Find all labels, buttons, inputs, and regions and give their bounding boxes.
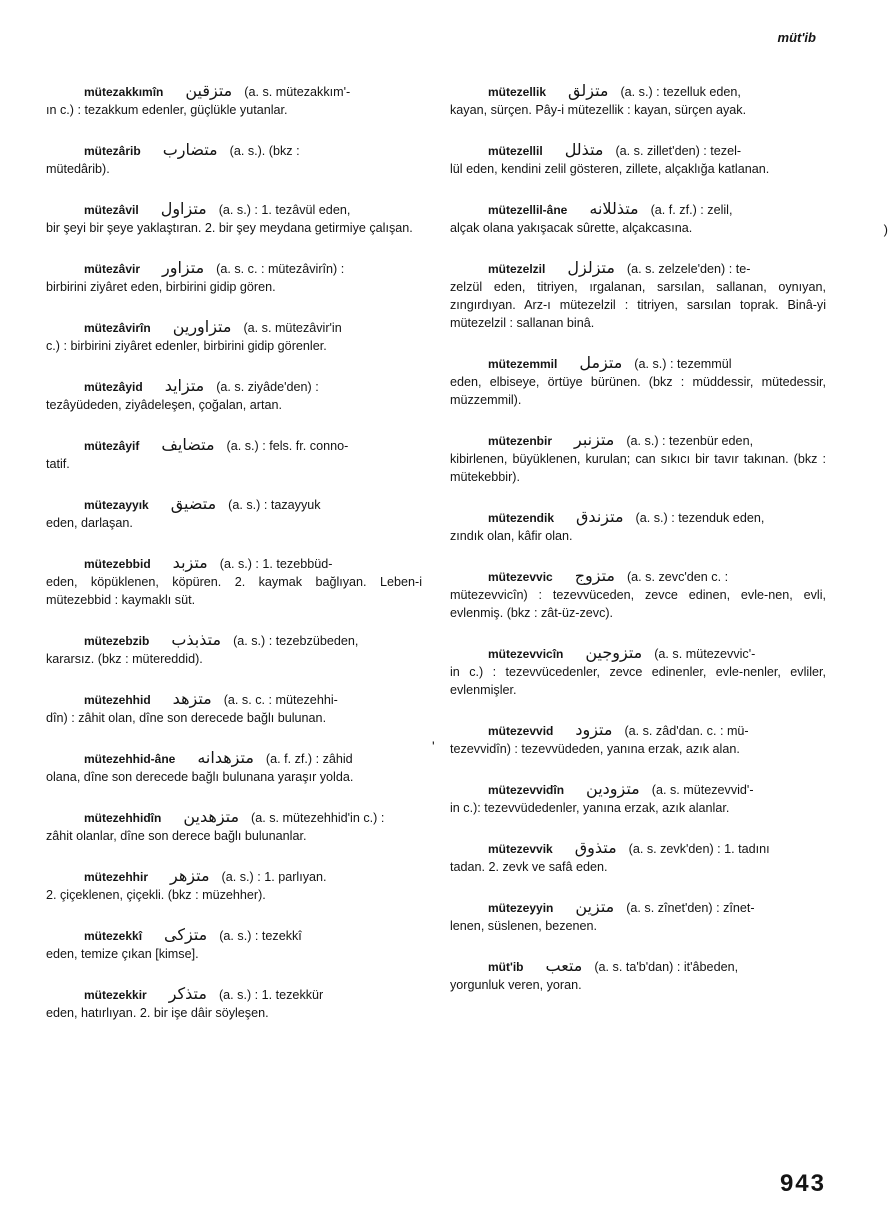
entry-headword: mütezekkî	[84, 929, 143, 943]
entry-arabic-script: متزنبر	[574, 430, 615, 449]
entry-headword: mütezevvik	[488, 842, 553, 856]
dictionary-entry	[46, 985, 422, 1022]
entry-headword: mütezellil-âne	[488, 203, 568, 217]
entry-headword: mütezehhid-âne	[84, 752, 176, 766]
entry-headline	[450, 141, 826, 160]
entry-headword: mütezellik	[488, 85, 547, 99]
entry-arabic-script: متعب	[545, 956, 583, 975]
dictionary-entry	[46, 436, 422, 473]
entry-first-line: (a. s.) : tezenbür eden,	[626, 434, 754, 448]
entry-headline	[450, 839, 826, 858]
page-number: 943	[779, 1170, 826, 1197]
dictionary-entry	[46, 377, 422, 414]
dictionary-entry	[46, 554, 422, 609]
dictionary-entry	[450, 508, 826, 545]
entry-headword: mütezevvid	[488, 724, 554, 738]
dictionary-entry	[46, 318, 422, 355]
entry-definition: eden, hatırlıyan. 2. bir işe dâir söyleşen.	[46, 1006, 269, 1020]
entry-definition: tadan. 2. zevk ve safâ eden.	[450, 860, 608, 874]
dictionary-entry	[450, 957, 826, 994]
entry-headline	[450, 508, 826, 527]
entry-arabic-script: متزاول	[160, 199, 207, 218]
entry-definition: alçak olana yakışacak sûrette, alçakcasına.	[450, 221, 693, 235]
entry-first-line: (a. s.) : tezemmül	[634, 357, 732, 371]
dictionary-entry	[46, 495, 422, 532]
entry-headline	[46, 631, 422, 650]
entry-headword: mütezebbid	[84, 557, 151, 571]
entry-headline	[46, 436, 422, 455]
entry-arabic-script: متزهد	[172, 689, 212, 708]
entry-first-line: (a. s.) : 1. tezâvül eden,	[218, 203, 351, 217]
entry-headline	[450, 200, 826, 219]
entry-first-line: (a. s. c. : mütezehhi-	[223, 693, 338, 707]
dictionary-entry	[450, 839, 826, 876]
dictionary-entry	[46, 631, 422, 668]
entry-definition: zelzül eden, titriyen, ırgalanan, sarsılan, sallanan, oynıyan, zıngırdıyan. Arz-ı mütezelzil : titriyen, sarsılan toprak. Binâ-yi mütezelzil : sallanan binâ.	[450, 280, 826, 330]
entry-definition: tezâyüdeden, ziyâdeleşen, çoğalan, artan.	[46, 398, 282, 412]
entry-definition: kibirlenen, büyüklenen, kurulan; can sıkıcı bir tavır takınan. (bkz : mütekebbir).	[450, 452, 826, 484]
dictionary-entry	[46, 141, 422, 178]
entry-first-line: (a. s.) : tezenduk eden,	[635, 511, 765, 525]
entry-headword: müt'ib	[488, 960, 524, 974]
entry-headline	[46, 82, 422, 101]
entry-headline	[46, 141, 422, 160]
entry-headword: mütezâyid	[84, 380, 143, 394]
entry-first-line: (a. s. mütezevvid'-	[651, 783, 754, 797]
entry-arabic-script: متزلزل	[567, 258, 615, 277]
dictionary-entry	[46, 749, 422, 786]
entry-definition: dîn) : zâhit olan, dîne son derecede bağlı bulunan.	[46, 711, 327, 725]
entry-definition: olana, dîne son derecede bağlı bulunana yaraşır yolda.	[46, 770, 354, 784]
entry-definition: eden, darlaşan.	[46, 516, 133, 530]
entry-arabic-script: متزهر	[170, 866, 210, 885]
entry-headline	[450, 898, 826, 917]
entry-headword: mütezebzib	[84, 634, 150, 648]
dictionary-entry	[450, 567, 826, 622]
entry-definition: ın c.) : tezakkum edenler, güçlükle yutanlar.	[46, 103, 288, 117]
entry-first-line: (a. s. mütezevvic'-	[654, 647, 756, 661]
entry-headword: mütezevvic	[488, 570, 553, 584]
entry-headline	[450, 644, 826, 663]
entry-first-line: (a. s. zînet'den) : zînet-	[626, 901, 755, 915]
entry-definition: eden, temize çıkan [kimse].	[46, 947, 199, 961]
entry-arabic-script: متذبذب	[171, 630, 222, 649]
dictionary-entry	[450, 259, 826, 332]
entry-headword: mütezâvirîn	[84, 321, 151, 335]
right-column	[450, 82, 826, 994]
entry-first-line: (a. s.) : 1. tezebbüd-	[219, 557, 333, 571]
margin-mark: '	[432, 738, 435, 754]
entry-headline	[46, 926, 422, 945]
entry-headline	[46, 259, 422, 278]
entry-headword: mütezemmil	[488, 357, 558, 371]
entry-first-line: (a. s.) : 1. parlıyan.	[221, 870, 327, 884]
entry-definition: zındık olan, kâfir olan.	[450, 529, 573, 543]
entry-first-line: (a. s.) : tazayyuk	[228, 498, 321, 512]
entry-headword: mütezayyık	[84, 498, 149, 512]
entry-headline	[450, 567, 826, 586]
entry-first-line: (a. s.) : fels. fr. conno-	[226, 439, 349, 453]
entry-arabic-script: متزهدانه	[197, 748, 254, 767]
entry-headline	[450, 259, 826, 278]
dictionary-entry	[450, 721, 826, 758]
entry-headline	[46, 985, 422, 1004]
entry-headline	[450, 721, 826, 740]
entry-headline	[46, 749, 422, 768]
entry-headline	[46, 377, 422, 396]
entry-first-line: (a. s.) : tezebzübeden,	[233, 634, 359, 648]
entry-headword: mütezelzil	[488, 262, 546, 276]
entry-arabic-script: متزمل	[579, 353, 623, 372]
entry-arabic-script: متضارب	[162, 140, 218, 159]
entry-first-line: (a. s. zevc'den c. :	[626, 570, 729, 584]
entry-headword: mütezehhir	[84, 870, 149, 884]
entry-definition: in c.) : tezevvücedenler, zevce edinenler, evle-nenler, evliler, evlenmişler.	[450, 665, 826, 697]
entry-headline	[450, 957, 826, 976]
entry-headline	[450, 780, 826, 799]
entry-arabic-script: متزلق	[568, 81, 609, 100]
entry-headline	[450, 354, 826, 373]
entry-first-line: (a. s.). (bkz :	[229, 144, 300, 158]
edge-mark: )	[883, 222, 888, 237]
entry-arabic-script: متذلل	[564, 140, 604, 159]
dictionary-entry	[450, 780, 826, 817]
entry-definition: eden, köpüklenen, köpüren. 2. kaymak bağlıyan. Leben-i mütezebbid : kaymaklı süt.	[46, 575, 422, 607]
entry-headword: mütezellil	[488, 144, 543, 158]
entry-arabic-script: متزهدين	[183, 807, 240, 826]
entry-headword: mütezenbir	[488, 434, 553, 448]
entry-arabic-script: متضايف	[161, 435, 215, 454]
entry-definition: eden, elbiseye, örtüye bürünen. (bkz : müddessir, mütedessir, müzzemmil).	[450, 375, 826, 407]
entry-headline	[46, 808, 422, 827]
entry-arabic-script: متزقين	[185, 81, 233, 100]
dictionary-entry	[46, 200, 422, 237]
entry-headword: mütezeyyin	[488, 901, 554, 915]
dictionary-entry	[450, 431, 826, 486]
entry-headword: mütezehhid	[84, 693, 151, 707]
entry-arabic-script: متزين	[575, 897, 615, 916]
dictionary-entry	[450, 141, 826, 178]
entry-definition: lül eden, kendini zelil gösteren, zillete, alçaklığa katlanan.	[450, 162, 770, 176]
entry-first-line: (a. s.) : tezelluk eden,	[620, 85, 741, 99]
entry-arabic-script: متزاور	[162, 258, 205, 277]
entry-arabic-script: متزودين	[586, 779, 640, 798]
entry-arabic-script: متضيق	[170, 494, 217, 513]
entry-headword: mütezâyif	[84, 439, 140, 453]
entry-first-line: (a. s. zevk'den) : 1. tadını	[628, 842, 770, 856]
entry-headword: mütezekkir	[84, 988, 147, 1002]
dictionary-entry	[46, 690, 422, 727]
entry-headword: mütezevvicîn	[488, 647, 564, 661]
entry-arabic-script: متزاورين	[172, 317, 232, 336]
dictionary-entry	[46, 259, 422, 296]
entry-headword: mütezakkımîn	[84, 85, 164, 99]
entry-first-line: (a. s. mütezâvir'in	[243, 321, 342, 335]
running-head: müt'ib	[777, 30, 816, 45]
entry-arabic-script: متزبد	[172, 553, 208, 572]
entry-definition: birbirini ziyâret eden, birbirini gidip gören.	[46, 280, 276, 294]
entry-headline	[46, 495, 422, 514]
entry-definition: tezevvidîn) : tezevvüdeden, yanına erzak, azık alan.	[450, 742, 740, 756]
entry-definition: 2. çiçeklenen, çiçekli. (bkz : müzehher).	[46, 888, 266, 902]
entry-first-line: (a. s. zillet'den) : tezel-	[615, 144, 742, 158]
entry-arabic-script: متذكر	[168, 984, 207, 1003]
entry-headword: mütezârib	[84, 144, 141, 158]
entry-headline	[46, 318, 422, 337]
entry-headword: mütezendik	[488, 511, 555, 525]
dictionary-entry	[450, 82, 826, 119]
entry-arabic-script: متزندق	[576, 507, 624, 526]
entry-definition: in c.): tezevvüdedenler, yanına erzak, azık alanlar.	[450, 801, 730, 815]
entry-first-line: (a. s. ta'b'dan) : it'âbeden,	[594, 960, 739, 974]
entry-arabic-script: متذوق	[574, 838, 617, 857]
entry-first-line: (a. s.) : 1. tezekkür	[218, 988, 324, 1002]
entry-definition: bir şeyi bir şeye yaklaştıran. 2. bir şey meydana getirmiye çalışan.	[46, 221, 413, 235]
entry-arabic-script: متزوجين	[585, 643, 643, 662]
entry-first-line: (a. s.) : tezekkî	[219, 929, 302, 943]
dictionary-entry	[46, 82, 422, 119]
entry-first-line: (a. s. zâd'dan. c. : mü-	[624, 724, 749, 738]
entry-headline	[450, 431, 826, 450]
dictionary-entry	[46, 808, 422, 845]
entry-definition: tatif.	[46, 457, 70, 471]
entry-definition: lenen, süslenen, bezenen.	[450, 919, 598, 933]
entry-headword: mütezâvil	[84, 203, 139, 217]
entry-arabic-script: متذللانه	[589, 199, 639, 218]
entry-headword: mütezevvidîn	[488, 783, 565, 797]
dictionary-entry	[450, 200, 826, 237]
entry-arabic-script: متزود	[575, 720, 613, 739]
entry-definition: mütezevvicîn) : tezevvüceden, zevce edinen, evle-nen, evli, evlenmiş. (bkz : zât-üz-zevc).	[450, 588, 826, 620]
left-column	[46, 82, 422, 1022]
entry-definition: c.) : birbirini ziyâret edenler, birbirini gidip görenler.	[46, 339, 327, 353]
entry-first-line: (a. f. zf.) : zelil,	[650, 203, 733, 217]
entry-headline	[46, 867, 422, 886]
dictionary-entry	[46, 867, 422, 904]
entry-first-line: (a. s. mütezakkım'-	[244, 85, 351, 99]
entry-headword: mütezâvir	[84, 262, 141, 276]
entry-first-line: (a. s. mütezehhid'in c.) :	[251, 811, 385, 825]
entry-first-line: (a. s. ziyâde'den) :	[216, 380, 319, 394]
entry-headline	[450, 82, 826, 101]
dictionary-entry	[450, 354, 826, 409]
entry-arabic-script: متزايد	[164, 376, 205, 395]
entry-arabic-script: متزكى	[164, 925, 208, 944]
dictionary-entry	[450, 898, 826, 935]
entry-arabic-script: متزوج	[574, 566, 615, 585]
entry-definition: kararsız. (bkz : mütereddid).	[46, 652, 203, 666]
entry-headline	[46, 690, 422, 709]
entry-headline	[46, 200, 422, 219]
entry-first-line: (a. f. zf.) : zâhid	[265, 752, 353, 766]
dictionary-entry	[46, 926, 422, 963]
dictionary-entry	[450, 644, 826, 699]
entry-definition: yorgunluk veren, yoran.	[450, 978, 582, 992]
entry-definition: zâhit olanlar, dîne son derece bağlı bulunanlar.	[46, 829, 307, 843]
entry-definition: mütedârib).	[46, 162, 110, 176]
entry-headword: mütezehhidîn	[84, 811, 162, 825]
entry-definition: kayan, sürçen. Pây-i mütezellik : kayan, sürçen ayak.	[450, 103, 747, 117]
entry-first-line: (a. s. zelzele'den) : te-	[626, 262, 751, 276]
entry-headline	[46, 554, 422, 573]
entry-first-line: (a. s. c. : mütezâvirîn) :	[216, 262, 345, 276]
